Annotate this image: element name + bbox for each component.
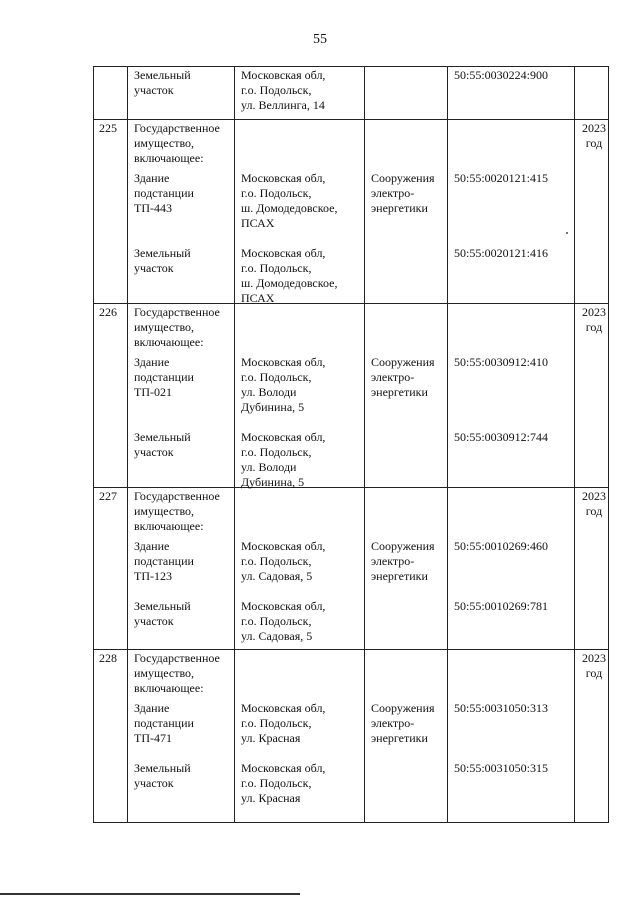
property-purpose-line: энергетики (371, 201, 428, 215)
cadastral-number: 50:55:0030912:744 (454, 430, 549, 444)
property-address-line: г.о. Подольск, (241, 554, 312, 568)
property-address-line: ул. Красная (241, 791, 301, 805)
property-group-header-line: включающее: (134, 681, 204, 695)
property-address-line: Московская обл, (241, 599, 326, 613)
property-group-header (128, 304, 234, 350)
property-address (235, 429, 364, 490)
property-address-line: Московская обл, (241, 539, 326, 553)
property-name-line: ТП-021 (134, 385, 172, 399)
cadastral-number: 50:55:0030224:900 (454, 68, 549, 82)
row-number: 227 (99, 489, 117, 503)
row-number-cell (94, 304, 128, 488)
property-address-line: Московская обл, (241, 355, 326, 369)
property-name-line: ТП-123 (134, 569, 172, 583)
property-purpose-line: электро- (371, 186, 415, 200)
property-address (235, 170, 364, 231)
table-row (94, 650, 609, 823)
property-group-header-line: включающее: (134, 335, 204, 349)
property-purpose-line: электро- (371, 716, 415, 730)
property-address-line: г.о. Подольск, (241, 776, 312, 790)
row-number: 226 (99, 305, 117, 319)
property-name (128, 700, 234, 746)
property-purpose-line: Сооружения (371, 701, 435, 715)
property-name-line: участок (134, 83, 174, 97)
cadastral-cell (448, 650, 575, 823)
property-name (128, 598, 234, 629)
address-cell (235, 304, 365, 488)
property-address (235, 538, 364, 584)
property-name-line: Земельный (134, 599, 191, 613)
property-group-header-line: имущество, (134, 136, 195, 150)
year-cell (575, 120, 609, 304)
property-group-header-line: Государственное (134, 489, 220, 503)
property-name-line: Земельный (134, 68, 191, 82)
cadastral-cell (448, 120, 575, 304)
property-address-line: ш. Домодедовское, (241, 201, 338, 215)
transfer-year: 2023 год (582, 121, 606, 150)
property-address (235, 760, 364, 806)
property-name (128, 245, 234, 276)
cadastral-number: 50:55:0010269:460 (454, 539, 549, 553)
table-row (94, 304, 609, 488)
year-cell (575, 67, 609, 120)
property-group-header-line: включающее: (134, 151, 204, 165)
property-address-line: ПСАХ (241, 216, 275, 230)
property-address-line: Московская обл, (241, 171, 326, 185)
property-group-header-line: Государственное (134, 121, 220, 135)
property-address-line: Московская обл, (241, 68, 326, 82)
row-number-cell (94, 650, 128, 823)
property-address-line: г.о. Подольск, (241, 716, 312, 730)
property-group-header-line: включающее: (134, 519, 204, 533)
property-purpose-line: энергетики (371, 385, 428, 399)
row-number: 228 (99, 651, 117, 665)
property-group-header-line: Государственное (134, 305, 220, 319)
property-group-header (128, 650, 234, 696)
property-group-header-line: имущество, (134, 504, 195, 518)
property-name-line: подстанции (134, 370, 194, 384)
property-address-line: ул. Володи (241, 460, 297, 474)
address-cell (235, 67, 365, 120)
row-number-cell (94, 67, 128, 120)
property-name-line: участок (134, 445, 174, 459)
cadastral-number: 50:55:0031050:315 (454, 761, 549, 775)
transfer-year: 2023 год (582, 305, 606, 334)
property-name-line: Здание (134, 539, 170, 553)
property-purpose-line: Сооружения (371, 355, 435, 369)
scan-edge-line (0, 893, 300, 895)
property-name-line: подстанции (134, 716, 194, 730)
property-name-line: Здание (134, 355, 170, 369)
purpose-cell (365, 488, 448, 650)
property-address-line: Московская обл, (241, 246, 326, 260)
property-name (128, 429, 234, 460)
cadastral-number: 50:55:0030912:410 (454, 355, 549, 369)
property-group-header-line: имущество, (134, 320, 195, 334)
property-purpose-line: энергетики (371, 569, 428, 583)
property-name-line: подстанции (134, 554, 194, 568)
property-address-line: ул. Володи (241, 385, 297, 399)
property-purpose (365, 538, 447, 584)
year-cell (575, 650, 609, 823)
purpose-cell (365, 650, 448, 823)
property-address-line: Дубинина, 5 (241, 475, 305, 489)
property-purpose (365, 700, 447, 746)
property-name (128, 170, 234, 216)
property-address-line: ПСАХ (241, 291, 275, 305)
property-address-line: г.о. Подольск, (241, 186, 312, 200)
page-number: 55 (313, 32, 327, 47)
property-address-line: Дубинина, 5 (241, 400, 305, 414)
property-name-line: участок (134, 261, 174, 275)
property-purpose-line: Сооружения (371, 171, 435, 185)
property-name-line: подстанции (134, 186, 194, 200)
property-address (235, 354, 364, 415)
property-address-line: ул. Красная (241, 731, 301, 745)
property-name-cell (128, 120, 235, 304)
cadastral-cell (448, 488, 575, 650)
property-name (128, 354, 234, 400)
property-purpose (365, 170, 447, 216)
transfer-year: 2023 год (582, 651, 606, 680)
property-purpose-line: электро- (371, 370, 415, 384)
row-number-cell (94, 120, 128, 304)
property-group-header (128, 120, 234, 166)
property-name-cell (128, 650, 235, 823)
transfer-year: 2023 год (582, 489, 606, 518)
year-cell (575, 304, 609, 488)
cadastral-cell (448, 304, 575, 488)
property-address-line: Московская обл, (241, 430, 326, 444)
property-name-cell (128, 304, 235, 488)
property-registry-table (93, 66, 609, 823)
property-address (235, 700, 364, 746)
property-address (235, 598, 364, 644)
transfer-year (575, 67, 608, 68)
scan-speck (566, 232, 568, 234)
property-purpose (365, 354, 447, 400)
row-number: 225 (99, 121, 117, 135)
purpose-cell (365, 304, 448, 488)
property-purpose-line: электро- (371, 554, 415, 568)
property-address-line: г.о. Подольск, (241, 261, 312, 275)
property-name (128, 538, 234, 584)
property-address-line: ул. Веллинга, 14 (241, 98, 325, 112)
property-name-line: Здание (134, 171, 170, 185)
property-address-line: Московская обл, (241, 761, 326, 775)
property-address-line: г.о. Подольск, (241, 370, 312, 384)
cadastral-number: 50:55:0010269:781 (454, 599, 549, 613)
cadastral-number: 50:55:0031050:313 (454, 701, 549, 715)
property-address-line: Московская обл, (241, 701, 326, 715)
property-address (235, 245, 364, 306)
property-address-line: ул. Садовая, 5 (241, 569, 313, 583)
cadastral-number: 50:55:0020121:415 (454, 171, 549, 185)
property-address-line: г.о. Подольск, (241, 614, 312, 628)
property-name-line: Земельный (134, 761, 191, 775)
cadastral-cell (448, 67, 575, 120)
property-group-header-line: Государственное (134, 651, 220, 665)
address-cell (235, 488, 365, 650)
row-number (94, 67, 127, 68)
property-address (235, 67, 364, 113)
cadastral-number: 50:55:0020121:416 (454, 246, 549, 260)
property-address-line: г.о. Подольск, (241, 83, 312, 97)
property-name-line: участок (134, 776, 174, 790)
purpose-cell (365, 120, 448, 304)
property-name-line: ТП-471 (134, 731, 172, 745)
table-row (94, 488, 609, 650)
row-number-cell (94, 488, 128, 650)
property-name-cell (128, 488, 235, 650)
table-row (94, 120, 609, 304)
year-cell (575, 488, 609, 650)
property-address-line: ш. Домодедовское, (241, 276, 338, 290)
table-row (94, 67, 609, 120)
property-purpose-line: энергетики (371, 731, 428, 745)
property-name (128, 67, 234, 98)
property-name-line: ТП-443 (134, 201, 172, 215)
purpose-cell (365, 67, 448, 120)
property-name-line: Здание (134, 701, 170, 715)
property-name-line: участок (134, 614, 174, 628)
property-name-line: Земельный (134, 246, 191, 260)
address-cell (235, 650, 365, 823)
property-purpose-line: Сооружения (371, 539, 435, 553)
property-name-line: Земельный (134, 430, 191, 444)
property-group-header-line: имущество, (134, 666, 195, 680)
property-name-cell (128, 67, 235, 120)
property-group-header (128, 488, 234, 534)
property-address-line: ул. Садовая, 5 (241, 629, 313, 643)
property-name (128, 760, 234, 791)
property-address-line: г.о. Подольск, (241, 445, 312, 459)
address-cell (235, 120, 365, 304)
